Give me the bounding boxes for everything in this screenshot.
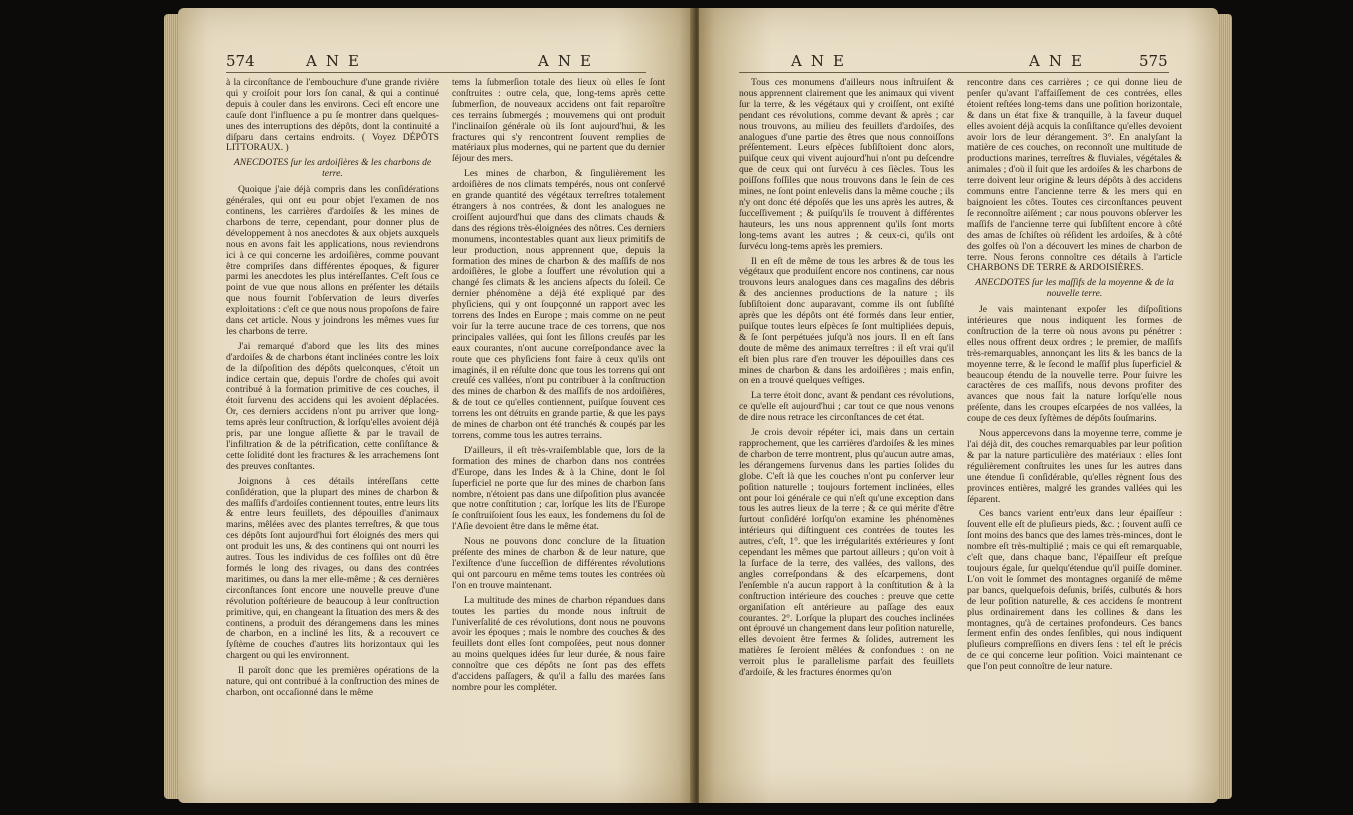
section-heading: ANECDOTES ſur les maſſifs de la moyenne & de la nouvelle terre.	[975, 277, 1174, 300]
paragraph: Je crois devoir répéter ici, mais dans un certain rapprochement, que les carrières d'ardoiſes & les mines de charbon de terre montrent, plus qu'aucun autre amas, les dérangemens ſurvenus dans les parties ſolides du globe. C'eſt là que les couches n'ont pu conſerver leur poſition naturelle ; toujours fortement inclinées, elles ont pour loi générale ce qui n'eſt qu'une exception dans tous les autres lieux de la terre ; & ce qui mérite d'être ſurtout conſidéré lorſqu'on examine les phénomènes intérieurs qui diſtinguent ces contrées de toutes les autres, c'eſt, 1°. que les irrégularités extérieures y ſont cependant les mêmes que partout ailleurs ; qu'on voit à la ſurface de la terre, des vallées, des vallons, des angles correſpondans & des eſcarpemens, dont l'enſemble n'a aucun rapport à la conſtitution & à la conſtruction intérieure des couches : preuve que cette organiſation eſt antérieure au paſſage des eaux courantes. 2°. Lorſque la plupart des couches inclinées ont éprouvé un changement dans leur poſition naturelle, elles devoient être fermes & ſolides, autrement les matières ſe ſeroient mêlées & confondues : on ne verroit plus le parallelisme parfait des feuillets d'ardoiſe, & les fractures énormes qu'on	[739, 427, 954, 679]
paragraph: rencontre dans ces carrières ; ce qui donne lieu de penſer qu'avant l'affaiſſement de ces contrées, elles étoient reſtées long-tems dans une poſition horizontale, & dans un état fixe & tranquille, à la faveur duquel elles avoient déjà acquis la conſiſtance qu'elles devoient avoir lors de leur dérangement. 3°. En analyſant la matière de ces couches, on reconnoît une multitude de productions marines, terreſtres & fluviales, végétales & animales ; d'où il ſuit que les ardoiſes & les charbons de terre doivent leur origine & leurs dépôts à des accidens communs entre l'ancienne terre & les mers qui en baignoient les côtes. Toutes ces circonſtances peuvent ſe reconnoître aiſément ; car nous pouvons obſerver les maſſifs de l'ancienne terre qui ſubſiſtent encore à côté des amas de ſchiſtes où réſident les ardoiſes, & à côté des golfes où l'on a découvert les mines de charbon de terre. Nous ferons connoître ces détails à l'article CHARBONS DE TERRE & ARDOISIÈRES.	[967, 77, 1182, 274]
paragraph: D'ailleurs, il eſt très-vraiſemblable que, lors de la formation des mines de charbon dans nos contrées d'Europe, dans les Indes & à la Chine, dont le ſol ſuperficiel ne porte que ſur des mines de charbon ſans nombre, n'étoient pas dans une diſpoſition plus avancée que notre conſtitution ; car, lorſque les lits de l'Europe ſe conſtruiſoient ſous les eaux, les fondemens du ſol de l'Aſie devoient être dans le même état.	[452, 444, 665, 533]
paragraph: à la circonſtance de l'embouchure d'une grande rivière qui y croiſoit pour lors ſon canal, & qui a continué depuis à couler dans les environs. Ceci eſt encore une cauſe dont l'influence a pu ſe montrer dans quelques-unes des interruptions des dépôts, dont la continuité a diſparu dans certains endroits. ( Voyez DÉPÔTS LITTORAUX. )	[226, 77, 439, 154]
right-page-number: 575	[1139, 52, 1168, 70]
paragraph: Tous ces monumens d'ailleurs nous inſtruiſent & nous apprennent clairement que les animaux qui vivent ſur la terre, & les végétaux qui y croiſſent, ont exiſté pendant ces révolutions, comme devant & après ; car nous trouvons, au milieu des feuillets d'ardoiſes, des analogues d'une partie des êtres que nous connoiſſons préſentement. Leurs eſpèces ſubſiſtoient donc alors, puiſque ceux qui vivent aujourd'hui n'ont pu deſcendre que de ceux qui ont ſurvécu à ces ſiècles. Tous les poiſſons foſſiles que nous trouvons dans le ſein de ces mines, ne ſont point enlevelis dans la même couche ; ils n'y ont donc été dépoſés que les uns après les autres, & ſucceſſivement ; & puiſqu'ils ſe trouvent à différentes hauteurs, les uns nous apprennent qu'ils ſont morts long-tems avant les autres ; & ceux-ci, qu'ils ont ſurvécu long-tems après les premiers.	[739, 77, 954, 252]
right-page	[699, 8, 1218, 803]
left-column-2	[452, 78, 665, 698]
left-page	[178, 8, 694, 803]
paragraph: La multitude des mines de charbon répandues dans toutes les parties du monde nous inſtruit de l'univerſalité de ces révolutions, dont nous ne pouvons avoir les époques ; mais le nombre des couches & des feuillets dont elles ſont compoſées, peut nous donner au moins quelques idées ſur leur durée, & nous faire connoître que ces dépôts ne ſont pas des effets d'accidens paſſagers, & qu'il a fallu des marées ſans nombre pour les compléter.	[452, 594, 665, 693]
paragraph: Nous ne pouvons donc conclure de la ſituation préſente des mines de charbon & de leur nature, que l'exiſtence d'une ſucceſſion de différentes révolutions qui ont parcouru en même tems toutes les contrées où l'on en trouve maintenant.	[452, 536, 665, 591]
paragraph: Il en eſt de même de tous les arbres & de tous les végétaux que produiſent encore nos continens, car nous trouvons leurs analogues dans ces magaſins des débris & des anciennes productions de la nature ; ils ſubſiſtoient donc auparavant, comme ils ont ſubſiſté après que les dépôts ont été formés dans leur entier, puiſque toutes leurs eſpèces ſe ſont multipliées depuis, & ſe ſont perpétuées juſqu'à nos jours. Il en eſt ſans doute de même des animaux terreſtres : il eſt vrai qu'il eſt bien plus rare d'en trouver les dépouilles dans ces mines de charbon & dans les ardoiſières ; mais enfin, on en a trouvé quelques veſtiges.	[739, 255, 954, 387]
paragraph: J'ai remarqué d'abord que les lits des mines d'ardoiſes & de charbons étant inclinées contre les loix de la diſpoſition des dépôts quelconques, c'étoit un indice certain que, depuis l'ordre de choſes qui avoit contribué à la formation primitive de ces couches, il étoit ſurvenu des accidens qui les avoient déplacées. Or, ces derniers accidens n'ont pu arriver que long-tems après leur conſtruction, & lorſqu'elles avoient déjà pris, par une longue aſſiette & par le travail de l'infiltration & de la pétrification, cette conſiſtance & cette ſolidité dont les fractures & les arrachemens ſont des preuves conſtantes.	[226, 340, 439, 472]
open-book	[178, 8, 1218, 808]
paragraph: Ces bancs varient entr'eux dans leur épaiſſeur : ſouvent elle eſt de pluſieurs pieds, &c. ; ſouvent auſſi ce ſont moins des bancs que des lames très-minces, dont le nombre eſt très-multiplié ; mais ce qui eſt remarquable, c'eſt que, dans chaque banc, l'épaiſſeur eſt preſque toujours égale, ſur quelqu'étendue qu'il puiſſe dominer. L'on voit le ſommet des montagnes organiſé de même par bancs, quelquefois deſunis, briſés, culbutés & hors de leur poſition naturelle, & ces accidens ſe montrent plus ordinairement dans les collines & dans les montagnes, qu'à de certaines profondeurs. Ces bancs ſerment enfin des ondes ſenſibles, qui nous indiquent pluſieurs compreſſions en divers ſens : tel eſt le précis de ce qui concerne leur poſition. Voici maintenant ce que l'on peut connoître de leur nature.	[967, 508, 1182, 673]
paragraph: Joignons à ces détails intéreſſans cette conſidération, que la plupart des mines de charbon & des maſſifs d'ardoiſes contiennent toutes, entre leurs lits & entre leurs feuillets, des dépouilles d'animaux marins, mêlées avec des plantes terreſtres, & que tous ces dépôts ſont aujourd'hui fort éloignés des mers qui ont produit les uns, & des continens qui ont nourri les autres. Tous les individus de ces foſſiles ont dû être formés le long des rivages, ou dans des contrées maritimes, ou dans la mer elle-même ; & ces dernières circonſtances ſont encore une nouvelle preuve d'une révolution poſtérieure de beaucoup à leur conſtruction primitive, qui, en changeant la ſituation des mers & des continens, a produit des dérangemens dans les mines de charbon, en a incliné les lits, & a recouvert ce ſyſtème de couches d'autres lits horizontaux qui les chargent ou qui les environnent.	[226, 475, 439, 662]
paragraph: La terre étoit donc, avant & pendant ces révolutions, ce qu'elle eſt aujourd'hui ; car tout ce que nous venons de dire nous retrace les circonſtances de cet état.	[739, 390, 954, 424]
right-head-rule	[739, 72, 1169, 73]
page-edges-right	[1216, 14, 1232, 799]
right-column-1	[739, 78, 954, 683]
paragraph: Je vais maintenant expoſer les diſpoſitions intérieures que nous indiquent les formes de conſtruction de la terre où nous avons pu pénétrer : elles nous offrent deux ordres ; le premier, de maſſifs très-remarquables, annonçant les lits & les bancs de la moyenne terre, & le ſecond le maſſif plus ſuperficiel & beaucoup étendu de la nouvelle terre. Pour ſuivre les caractères de ces maſſifs, nous devons profiter des avances que nous fait la nature lorſqu'elle nous préſente, dans les croupes eſcarpées de nos vallées, la coupe de ces deux ſyſtèmes de dépôts ſouſmarins.	[967, 304, 1182, 425]
paragraph: tems la ſubmerſion totale des lieux où elles ſe ſont conſtruites : outre cela, que, long-tems après cette ſubmerſion, de nouveaux accidens ont fait reparoître ces terrains ſubmergés ; mouvemens qui ont produit l'inclinaiſon générale où ils ſont aujourd'hui, & les fractures qui s'y rencontrent ſouvent remplies de matériaux plus modernes, qui ne partent que du dernier ſéjour des mers.	[452, 77, 665, 165]
left-head-rule	[226, 72, 646, 73]
right-running-head-2: ANE	[1029, 52, 1091, 70]
paragraph: Nous appercevons dans la moyenne terre, comme je l'ai déjà dit, des couches remarquables par leur poſition & par la nature particulière des matériaux : elles ſont régulièrement conſtruites les unes ſur les autres dans une étendue ſi conſidérable, qu'elles règnent ſous des provinces entières, malgré les grandes vallées qui les ſéparent.	[967, 428, 1182, 505]
paragraph: Les mines de charbon, & ſingulièrement les ardoiſières de nos climats tempérés, nous ont conſervé en grande quantité des végétaux terreſtres totalement étrangers à nos contrées, & dont les analogues ne croiſſent aujourd'hui que dans des climats chauds & dans des régions très-éloignées des nôtres. Ces derniers monumens, incontestables quant aux lieux primitifs de leur production, nous apprennent que, depuis la formation des mines de charbon & des maſſifs de nos ardoiſières, le globe a ſouffert une révolution qui a changé ſes climats & les anciens aſpects du ſoleil. Ce dernier phénomène a déjà été expliqué par des phyſiciens, qui y ont ſoupçonné un rapport avec les torrens des Indes en Europe ; mais comme on ne peut voir ſur la terre aucune trace de ces torrens, que nos principales vallées, qui ſont les ſillons creuſés par les eaux courantes, n'ont aucune correſpondance avec la route que ces phyſiciens font faire à ceux qu'ils ont imaginés, il en réſulte donc que tous les torrens qui ont creuſé ces vallées, n'ont pu contribuer à la conſtruction des mines de charbon & des maſſifs de nos ardoiſières, & de tout ce qu'elles contiennent, puiſque ſouvent ces torrens les ont détruits en grande partie, & que les pays de mines de charbon ont été tranchés & coupés par les torrens, comme tous les autres terrains.	[452, 168, 665, 441]
left-page-number: 574	[226, 52, 255, 70]
section-heading: ANECDOTES ſur les ardoiſières & les charbons de terre.	[233, 157, 432, 180]
left-running-head-1: ANE	[306, 52, 368, 70]
paragraph: Quoique j'aie déjà compris dans les conſidérations générales, qui ont eu pour objet l'examen de nos continens, les carrières d'ardoiſes & les mines de charbons de terre, cependant, pour donner plus de développement à nos anecdotes & aux objets auxquels nous en avons fait les applications, nous reviendrons ici à ce qui concerne les ardoiſières, comme pouvant être compriſes dans différentes époques, & figurer parmi les anecdotes les plus intéreſſantes. C'eſt ſous ce point de vue que nous allons en préſenter les détails que nous fournit l'obſervation de leurs diverſes exploitations : c'eſt ce que nous nous propoſons de faire dans cet article. Nous y joindrons les mêmes vues ſur les charbons de terre.	[226, 184, 440, 337]
right-column-2	[967, 78, 1182, 677]
left-column-1	[226, 78, 439, 703]
left-running-head-2: ANE	[538, 52, 600, 70]
paragraph: Il paroît donc que les premières opérations de la nature, qui ont contribué à la conſtruction des mines de charbon, ont occaſionné dans le même	[226, 665, 439, 698]
right-running-head-1: ANE	[791, 52, 853, 70]
